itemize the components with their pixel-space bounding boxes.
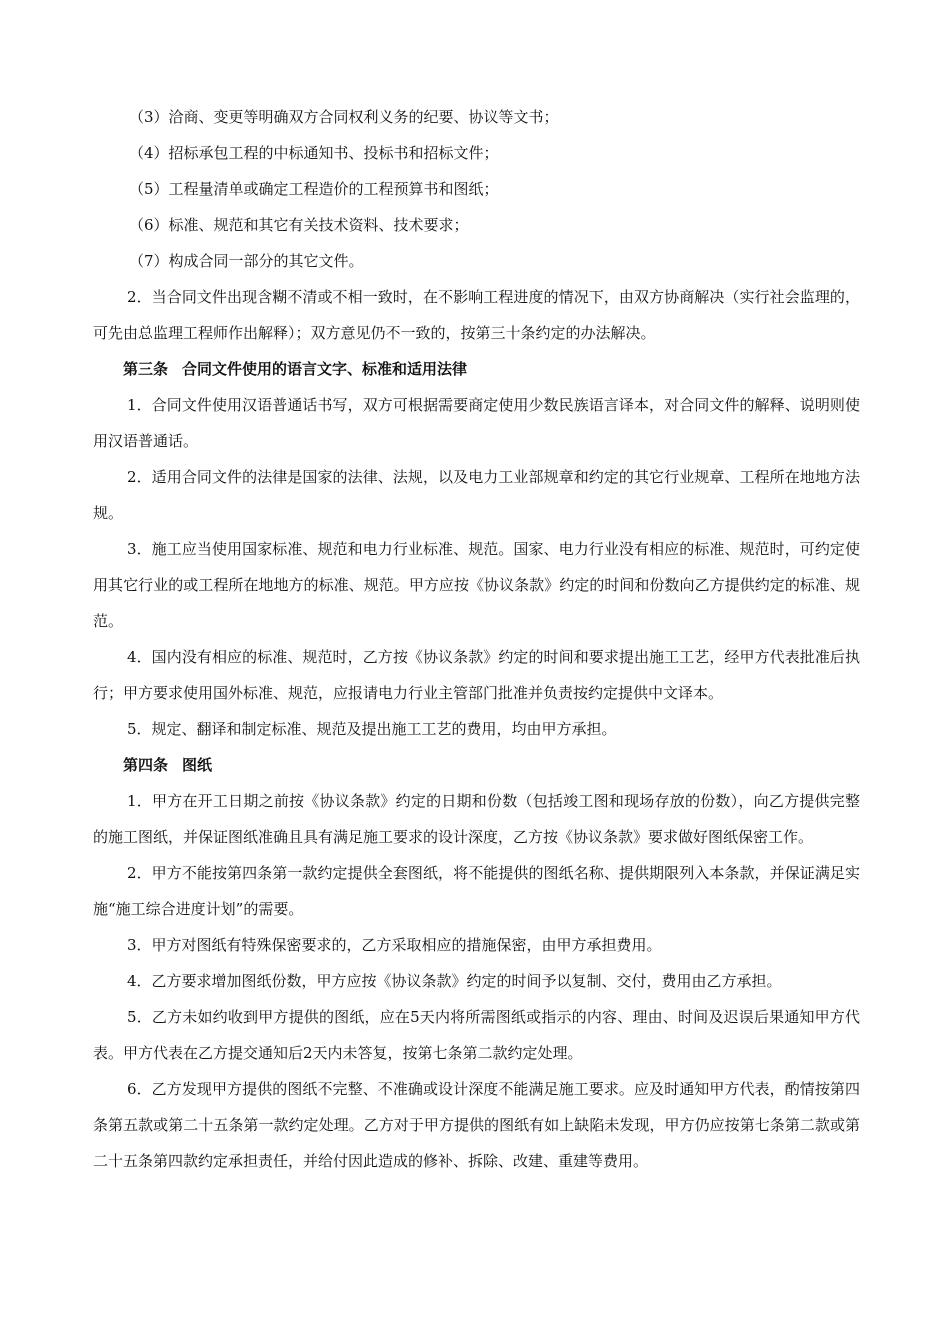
paragraph: 1．合同文件使用汉语普通话书写，双方可根据需要商定使用少数民族语言译本，对合同文件的解释、说明则使用汉语普通话。 bbox=[93, 396, 860, 450]
list-item: （7）构成合同一部分的其它文件。 bbox=[129, 252, 364, 270]
paragraph: 3．甲方对图纸有特殊保密要求的，乙方采取相应的措施保密，由甲方承担费用。 bbox=[127, 936, 662, 954]
paragraph: 4．国内没有相应的标准、规范时，乙方按《协议条款》约定的时间和要求提出施工工艺，经甲方代表批准后执行；甲方要求使用国外标准、规范，应报请电力行业主管部门批准并负责按约定提供中文译本。 bbox=[93, 648, 860, 702]
article-4-heading bbox=[93, 747, 860, 783]
paragraph: 6．乙方发现甲方提供的图纸不完整、不准确或设计深度不能满足施工要求。应及时通知甲方代表，酌情按第四条第五款或第二十五条第一款约定处理。乙方对于甲方提供的图纸有如上缺陷未发现，甲方仍应按第七条第二款或第二十五条第四款约定承担责任，并给付因此造成的修补、拆除、改建、重建等费用。 bbox=[93, 1080, 860, 1170]
article-number: 第四条 bbox=[123, 756, 169, 774]
list-item: （6）标准、规范和其它有关技术资料、技术要求； bbox=[129, 216, 469, 234]
list-item: （4）招标承包工程的中标通知书、投标书和招标文件； bbox=[129, 144, 499, 162]
article-title: 合同文件使用的语言文字、标准和适用法律 bbox=[182, 360, 468, 378]
paragraph: 1．甲方在开工日期之前按《协议条款》约定的日期和份数（包括竣工图和现场存放的份数），向乙方提供完整的施工图纸，并保证图纸准确且具有满足施工要求的设计深度，乙方按《协议条款》要求做好图纸保密工作。 bbox=[93, 792, 860, 846]
paragraph: 3．施工应当使用国家标准、规范和电力行业标准、规范。国家、电力行业没有相应的标准、规范时，可约定使用其它行业的或工程所在地地方的标准、规范。甲方应按《协议条款》约定的时间和份数向乙方提供约定的标准、规范。 bbox=[93, 540, 860, 630]
list-item: （3）洽商、变更等明确双方合同权利义务的纪要、协议等文书； bbox=[129, 108, 559, 126]
article-title: 图纸 bbox=[182, 756, 213, 774]
paragraph: 2．甲方不能按第四条第一款约定提供全套图纸，将不能提供的图纸名称、提供期限列入本条款，并保证满足实施“施工综合进度计划”的需要。 bbox=[93, 864, 860, 918]
article-number: 第三条 bbox=[123, 360, 169, 378]
article-3-heading bbox=[93, 351, 860, 387]
list-item: （5）工程量清单或确定工程造价的工程预算书和图纸； bbox=[129, 180, 499, 198]
paragraph: 5．乙方未如约收到甲方提供的图纸，应在5天内将所需图纸或指示的内容、理由、时间及迟误后果通知甲方代表。甲方代表在乙方提交通知后2天内未答复，按第七条第二款约定处理。 bbox=[93, 1008, 860, 1062]
paragraph: 5．规定、翻译和制定标准、规范及提出施工工艺的费用，均由甲方承担。 bbox=[127, 720, 617, 738]
paragraph: 2．当合同文件出现含糊不清或不相一致时，在不影响工程进度的情况下，由双方协商解决（实行社会监理的，可先由总监理工程师作出解释）；双方意见仍不一致的，按第三十条约定的办法解决。 bbox=[93, 288, 860, 342]
paragraph: 2．适用合同文件的法律是国家的法律、法规，以及电力工业部规章和约定的其它行业规章、工程所在地地方法规。 bbox=[93, 468, 860, 522]
paragraph: 4．乙方要求增加图纸份数，甲方应按《协议条款》约定的时间予以复制、交付，费用由乙方承担。 bbox=[127, 972, 782, 990]
